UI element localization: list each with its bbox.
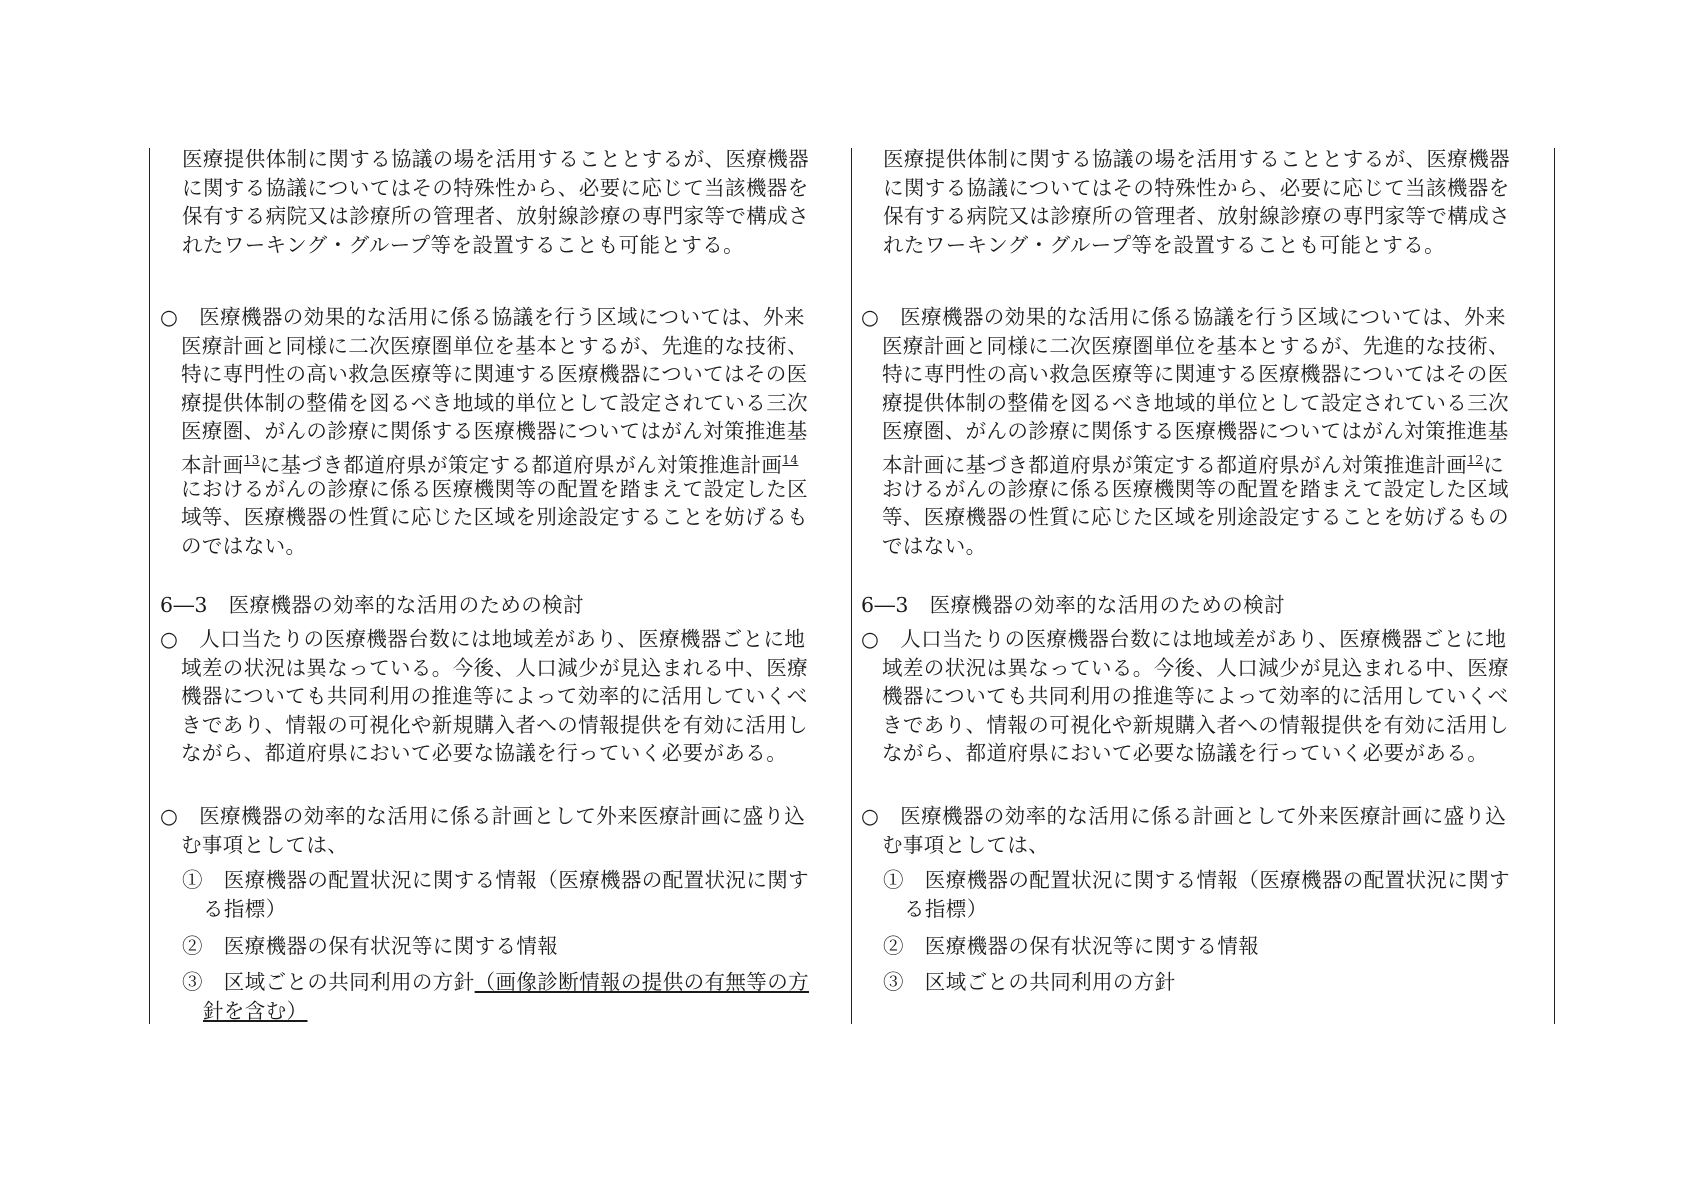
text-line: ② 医療機器の保有状況等に関する情報	[883, 934, 1260, 958]
text-line: ながら、都道府県において必要な協議を行っていく必要がある。	[181, 741, 788, 766]
text-line: に関する協議についてはその特殊性から、必要に応じて当該機器を	[182, 175, 809, 200]
text-line: る指標）	[203, 896, 287, 921]
paragraph-regional-disparity	[160, 625, 808, 768]
paragraph-area-setting	[160, 303, 808, 560]
text-span: 本計画に基づき都道府県が策定する都道府県がん対策推進計画	[882, 452, 1468, 477]
list-item-3	[883, 968, 1176, 997]
text-line: 域等、医療機器の性質に応じた区域を別途設定することを妨げるも	[181, 505, 808, 530]
list-item-1	[182, 866, 809, 923]
text-span: 本計画	[181, 452, 244, 477]
text-line: ① 医療機器の配置状況に関する情報（医療機器の配置状況に関す	[883, 868, 1510, 892]
text-line-with-footnotes	[160, 446, 808, 475]
text-line: ○ 人口当たりの医療機器台数には地域差があり、医療機器ごとに地	[861, 627, 1507, 651]
section-heading: 6―3 医療機器の効率的な活用のための検討	[160, 593, 584, 617]
text-line: ながら、都道府県において必要な協議を行っていく必要がある。	[882, 741, 1489, 766]
text-line: ② 医療機器の保有状況等に関する情報	[182, 934, 559, 958]
text-line: 療提供体制の整備を図るべき地域的単位として設定されている三次	[181, 390, 808, 415]
text-line: 特に専門性の高い救急医療等に関連する医療機器についてはその医	[181, 362, 808, 387]
right-border-line	[1554, 148, 1555, 1024]
text-line: おけるがんの診療に係る医療機関等の配置を踏まえて設定した区域	[882, 476, 1509, 501]
text-line: きであり、情報の可視化や新規購入者への情報提供を有効に活用し	[181, 712, 808, 737]
text-line: 保有する病院又は診療所の管理者、放射線診療の専門家等で構成さ	[182, 204, 809, 229]
text-line: れたワーキング・グループ等を設置することも可能とする。	[182, 232, 745, 257]
text-line: 等、医療機器の性質に応じた区域を別途設定することを妨げるもの	[882, 505, 1509, 530]
text-line: 医療圏、がんの診療に関係する医療機器についてはがん対策推進基	[882, 419, 1509, 444]
paragraph-working-group	[182, 145, 809, 259]
text-line: ① 医療機器の配置状況に関する情報（医療機器の配置状況に関す	[182, 868, 809, 892]
text-span: に基づき都道府県が策定する都道府県がん対策推進計画	[259, 452, 783, 477]
list-item-1	[883, 866, 1510, 923]
text-line: 機器についても共同利用の推進等によって効率的に活用していくべ	[181, 684, 808, 709]
text-line: 療提供体制の整備を図るべき地域的単位として設定されている三次	[882, 390, 1509, 415]
text-line: 医療計画と同様に二次医療圏単位を基本とするが、先進的な技術、	[882, 333, 1509, 358]
text-line: 医療提供体制に関する協議の場を活用することとするが、医療機器	[182, 147, 809, 171]
text-line: ③ 区域ごとの共同利用の方針	[883, 970, 1176, 994]
section-heading: 6―3 医療機器の効率的な活用のための検討	[861, 593, 1285, 617]
text-line: 医療計画と同様に二次医療圏単位を基本とするが、先進的な技術、	[181, 333, 808, 358]
text-line-with-footnote	[861, 446, 1509, 475]
text-line: ○ 医療機器の効果的な活用に係る協議を行う区域については、外来	[160, 305, 805, 329]
text-line: 保有する病院又は診療所の管理者、放射線診療の専門家等で構成さ	[883, 204, 1510, 229]
text-line: きであり、情報の可視化や新規購入者への情報提供を有効に活用し	[882, 712, 1509, 737]
footnote-ref[interactable]: 13	[243, 452, 260, 467]
text-line: む事項としては、	[181, 832, 349, 857]
paragraph-regional-disparity	[861, 625, 1509, 768]
list-item-2	[883, 932, 1259, 961]
text-line: れたワーキング・グループ等を設置することも可能とする。	[883, 232, 1446, 257]
paragraph-area-setting	[861, 303, 1509, 560]
text-line: 域差の状況は異なっている。今後、人口減少が見込まれる中、医療	[882, 655, 1509, 680]
underlined-revision: 針を含む）	[203, 998, 308, 1023]
paragraph-plan-items	[160, 802, 805, 859]
text-line: 機器についても共同利用の推進等によって効率的に活用していくべ	[882, 684, 1509, 709]
text-span: に	[1483, 452, 1505, 477]
text-line: る指標）	[904, 896, 988, 921]
text-line: む事項としては、	[882, 832, 1050, 857]
text-span: ③ 区域ごとの共同利用の方針	[182, 970, 475, 994]
text-line: 域差の状況は異なっている。今後、人口減少が見込まれる中、医療	[181, 655, 808, 680]
text-line: ○ 人口当たりの医療機器台数には地域差があり、医療機器ごとに地	[160, 627, 806, 651]
text-line: 医療提供体制に関する協議の場を活用することとするが、医療機器	[883, 147, 1510, 171]
underlined-revision: （画像診断情報の提供の有無等の方	[474, 970, 810, 994]
footnote-ref[interactable]: 14	[782, 452, 799, 467]
list-item-3	[182, 968, 809, 1025]
text-line: ○ 医療機器の効率的な活用に係る計画として外来医療計画に盛り込	[861, 804, 1507, 828]
text-line: ○ 医療機器の効率的な活用に係る計画として外来医療計画に盛り込	[160, 804, 806, 828]
paragraph-working-group	[883, 145, 1510, 259]
text-line: のではない。	[181, 533, 307, 558]
list-item-2	[182, 932, 558, 961]
text-line: 特に専門性の高い救急医療等に関連する医療機器についてはその医	[882, 362, 1509, 387]
text-line: におけるがんの診療に係る医療機関等の配置を踏まえて設定した区	[181, 476, 808, 501]
text-line: 医療圏、がんの診療に関係する医療機器についてはがん対策推進基	[181, 419, 808, 444]
center-divider-line	[851, 148, 852, 1024]
text-line	[182, 968, 809, 997]
footnote-ref[interactable]: 12	[1467, 452, 1484, 467]
text-line: ではない。	[882, 533, 987, 558]
left-border-line	[149, 148, 150, 1024]
text-line: に関する協議についてはその特殊性から、必要に応じて当該機器を	[883, 175, 1510, 200]
paragraph-plan-items	[861, 802, 1506, 859]
text-line: ○ 医療機器の効果的な活用に係る協議を行う区域については、外来	[861, 305, 1506, 329]
